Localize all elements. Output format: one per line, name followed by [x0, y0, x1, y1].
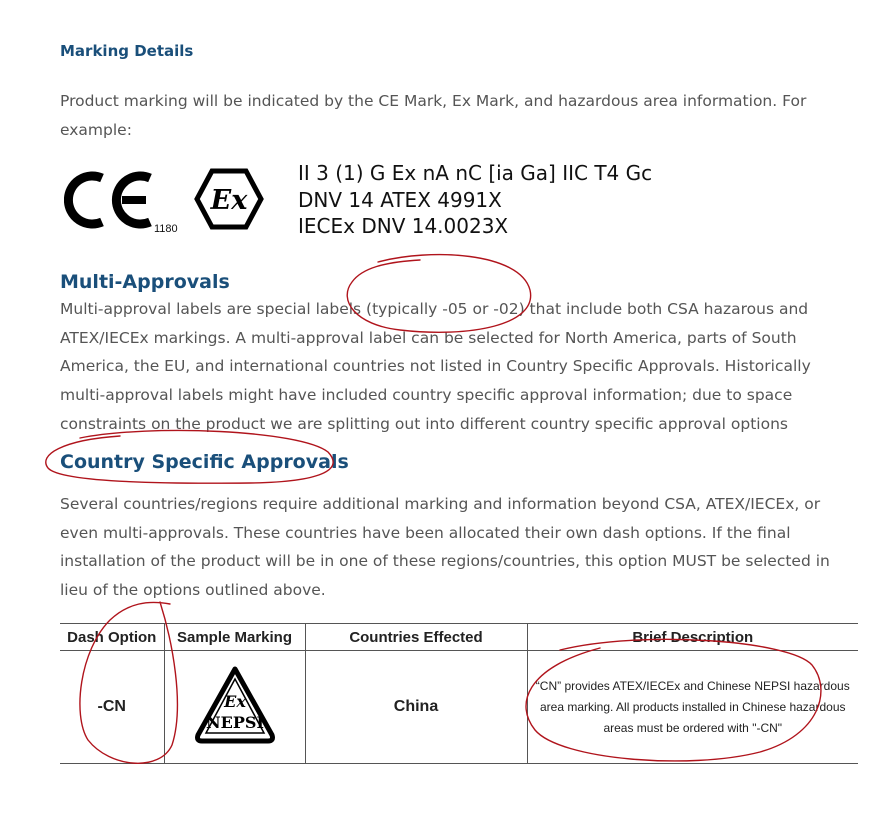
header-brief-description: Brief Description — [527, 624, 858, 651]
country-specific-heading: Country Specific Approvals — [60, 451, 349, 473]
marking-intro-text: Product marking will be indicated by the CE Mark, Ex Mark, and hazardous area information. For example: — [60, 92, 807, 139]
marking-details-heading: Marking Details — [60, 42, 194, 60]
marking-line-2: DNV 14 ATEX 4991X — [298, 187, 502, 212]
marking-lines — [298, 160, 652, 240]
ce-notified-body-number: 1180 — [154, 223, 178, 235]
ex-mark-logo — [194, 168, 264, 230]
header-sample-marking: Sample Marking — [164, 624, 305, 651]
nepsi-text: NEPSI — [205, 712, 264, 732]
header-countries-effected: Countries Effected — [305, 624, 527, 651]
header-dash-option: Dash Option — [60, 624, 164, 651]
cell-sample-marking — [164, 651, 305, 764]
ce-mark-logo — [64, 168, 192, 238]
ex-mark-text: Ex — [210, 185, 248, 216]
ce-mark-icon — [68, 176, 150, 224]
cell-description — [527, 651, 858, 764]
table-row — [60, 651, 858, 764]
table-header-row — [60, 624, 858, 651]
marking-line-3: IECEx DNV 14.0023X — [298, 214, 509, 238]
country-specific-text: Several countries/regions require additional marking and information beyond CSA, ATEX/IECEx, or even multi-approvals. These countries have been allocated their own dash options. If the final installation of the product will be in one of these regions/countries, this option MUST be selected in lieu of the options outlined above. — [60, 495, 830, 600]
approvals-table — [60, 623, 858, 764]
nepsi-mark-logo — [192, 665, 278, 745]
nepsi-ex-text: Ex — [223, 691, 246, 711]
multi-approvals-heading: Multi-Approvals — [60, 271, 230, 293]
multi-approvals-text: Multi-approval labels are special labels (typically -05 or -02) that include both CSA hazarous and ATEX/IECEx markings. A multi-approval label can be selected for North America, parts of South America, the EU, and international countries not listed in Country Specific Approvals. Historically multi-approval labels might have included country specific approval information; due to space constraints on the product we are splitting out into different country specific approval options — [60, 300, 811, 433]
description-text: “CN” provides ATEX/IECEx and Chinese NEPSI hazardous area marking. All products installed in Chinese hazardous areas must be ordered with "-CN" — [535, 678, 850, 735]
cell-dash-option: -CN — [60, 651, 164, 764]
marking-line-1: II 3 (1) G Ex nA nC [ia Ga] IIC T4 Gc — [298, 161, 653, 185]
cell-country: China — [305, 651, 527, 764]
